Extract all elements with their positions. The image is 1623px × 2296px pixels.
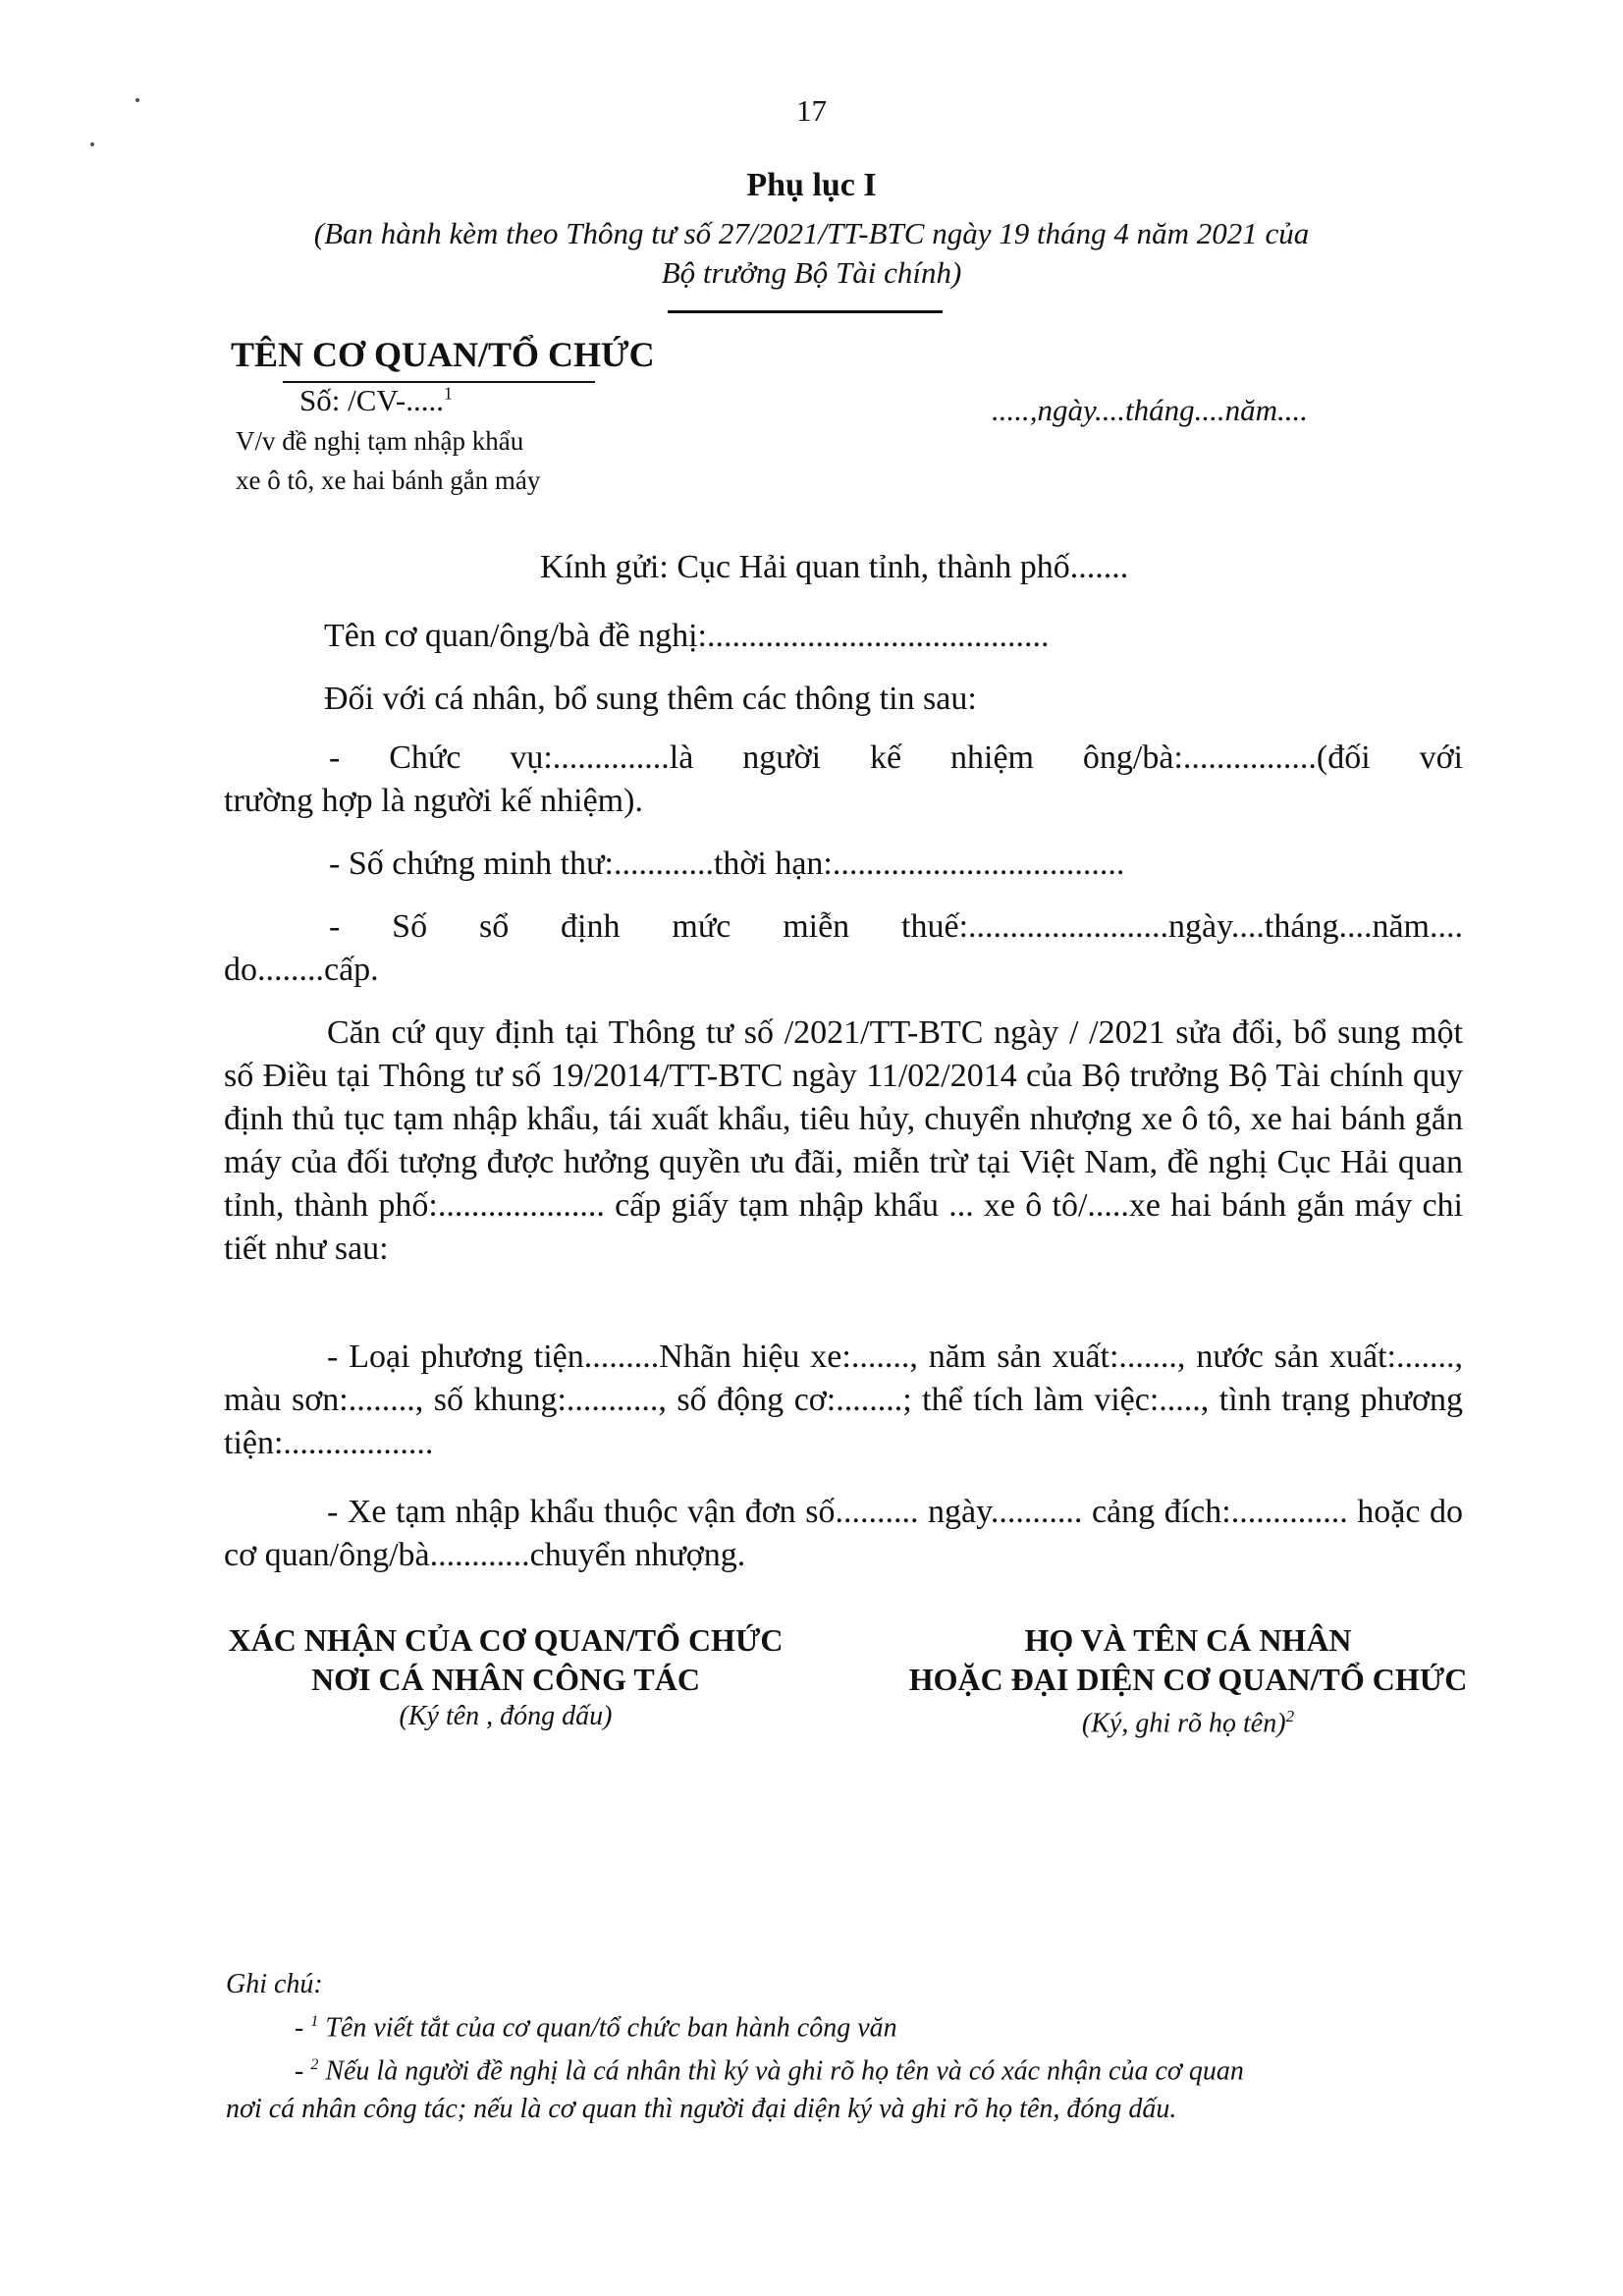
subject-line2: xe ô tô, xe hai bánh gắn máy bbox=[236, 465, 541, 495]
signature-right-note bbox=[835, 1699, 1542, 1741]
notes-heading: Ghi chú: bbox=[226, 1969, 323, 1999]
footnote-ref-2: 2 bbox=[1285, 1707, 1295, 1725]
scan-speck bbox=[90, 142, 94, 146]
note-dash: - bbox=[295, 2055, 311, 2087]
requester-line: Tên cơ quan/ông/bà đề nghị:......................................... bbox=[324, 618, 1050, 654]
document-number-text: Số: /CV-..... bbox=[299, 383, 445, 417]
note-ref: 1 bbox=[310, 2013, 319, 2030]
org-name: TÊN CƠ QUAN/TỔ CHỨC bbox=[231, 335, 655, 374]
signature-block-right bbox=[835, 1620, 1542, 1741]
vehicle-details: - Loại phương tiện.........Nhãn hiệu xe:......., năm sản xuất:......., nước sản xuất:......., màu sơn:........, số khung:..........., số động cơ:........; thể tích làm việc:....., tình trạng phương tiện:.................. bbox=[224, 1339, 1463, 1461]
recipient-line: Kính gửi: Cục Hải quan tỉnh, thành phố....... bbox=[540, 549, 1129, 585]
page-number: 17 bbox=[796, 93, 827, 128]
footnote-ref-1: 1 bbox=[444, 383, 454, 404]
note-item bbox=[226, 2047, 1453, 2090]
signature-block-left bbox=[128, 1620, 884, 1734]
tax-book-line: - Số sổ định mức miễn thuế:........................ngày....tháng....năm.... bbox=[329, 908, 1463, 945]
individual-intro: Đối với cá nhân, bổ sung thêm các thông tin sau: bbox=[324, 681, 977, 717]
appendix-subtitle-line2: Bộ trưởng Bộ Tài chính) bbox=[661, 255, 962, 290]
signature-right-title1: HỌ VÀ TÊN CÁ NHÂN bbox=[1024, 1622, 1352, 1658]
tax-book-line-cont: do........cấp. bbox=[224, 952, 379, 988]
signature-left-note: (Ký tên , đóng dấu) bbox=[399, 1701, 613, 1731]
note-ref: 2 bbox=[310, 2056, 319, 2074]
appendix-subtitle-line1: (Ban hành kèm theo Thông tư số 27/2021/TT-BTC ngày 19 tháng 4 năm 2021 của bbox=[313, 216, 1310, 250]
signature-left-title1: XÁC NHẬN CỦA CƠ QUAN/TỔ CHỨC bbox=[228, 1622, 784, 1658]
note-item bbox=[226, 2003, 1453, 2047]
position-line-cont: trường hợp là người kế nhiệm). bbox=[224, 783, 643, 819]
date-line: .....,ngày....tháng....năm.... bbox=[992, 393, 1309, 427]
note-dash: - bbox=[295, 2012, 311, 2044]
appendix-title: Phụ lục I bbox=[746, 167, 877, 203]
subject-line1: V/v đề nghị tạm nhập khẩu bbox=[236, 426, 524, 456]
signature-right-note-text: (Ký, ghi rõ họ tên) bbox=[1081, 1708, 1286, 1739]
note-continuation: nơi cá nhân công tác; nếu là cơ quan thì người đại diện ký và ghi rõ họ tên, đóng dấu. bbox=[226, 2093, 1177, 2124]
signature-right-title2: HOẶC ĐẠI DIỆN CƠ QUAN/TỔ CHỨC bbox=[908, 1662, 1468, 1697]
note-text: Nếu là người đề nghị là cá nhân thì ký và ghi rõ họ tên và có xác nhận của cơ quan bbox=[318, 2055, 1244, 2087]
note-text: Tên viết tắt của cơ quan/tổ chức ban hành công văn bbox=[318, 2012, 897, 2044]
id-card-line: - Số chứng minh thư:............thời hạn:................................... bbox=[329, 846, 1125, 882]
notes-section bbox=[226, 1966, 1453, 2128]
appendix-divider bbox=[668, 310, 943, 313]
signature-left-title2: NƠI CÁ NHÂN CÔNG TÁC bbox=[311, 1662, 700, 1697]
document-number bbox=[299, 383, 453, 418]
basis-paragraph: Căn cứ quy định tại Thông tư số /2021/TT-BTC ngày / /2021 sửa đổi, bổ sung một số Điều tại Thông tư số 19/2014/TT-BTC ngày 11/02/2014 của Bộ trưởng Bộ Tài chính quy định thủ tục tạm nhập khẩu, tái xuất khẩu, tiêu hủy, chuyển nhượng xe ô tô, xe hai bánh gắn máy của đối tượng được hưởng quyền ưu đãi, miễn trừ tại Việt Nam, đề nghị Cục Hải quan tỉnh, thành phố:.................... cấp giấy tạm nhập khẩu ... xe ô tô/.....xe hai bánh gắn máy chi tiết như sau: bbox=[224, 1014, 1463, 1267]
position-line: - Chức vụ:..............là người kế nhiệm ông/bà:................(đối với bbox=[329, 739, 1463, 776]
transport-details: - Xe tạm nhập khẩu thuộc vận đơn số.......... ngày........... cảng đích:.............. hoặc do cơ quan/ông/bà............chuyển nhượng. bbox=[224, 1494, 1463, 1573]
